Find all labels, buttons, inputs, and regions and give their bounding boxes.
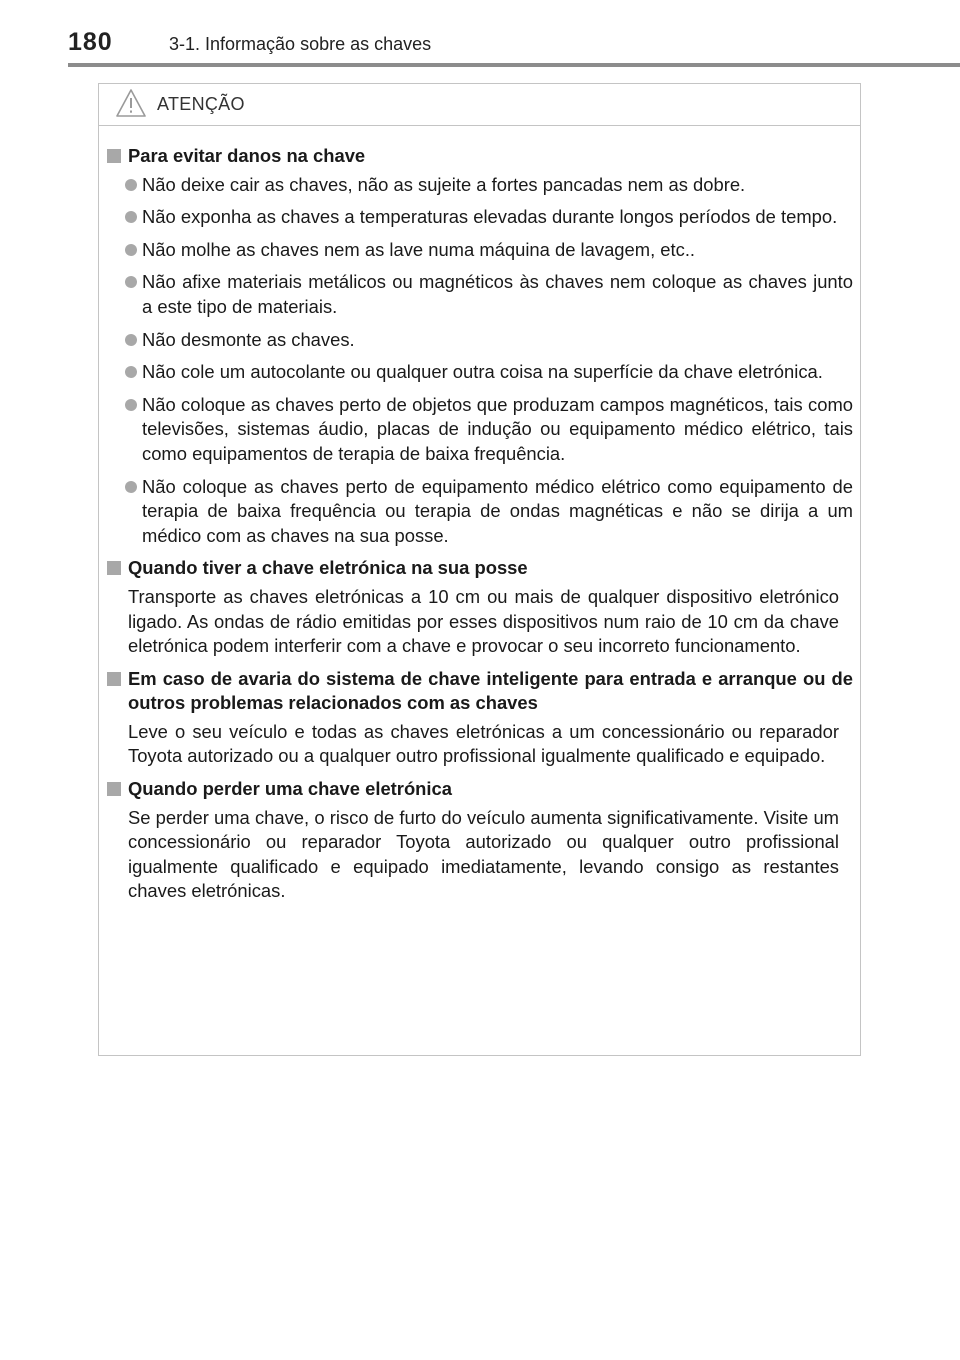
list-item <box>107 360 853 385</box>
list-item <box>107 393 853 467</box>
section-paragraph: Transporte as chaves eletrónicas a 10 cm ou mais de qualquer dispositivo eletrónico ligado. As ondas de rádio emitidas por esses dispositivos num raio de 10 cm da chave eletrónica podem interferir com a chave e provocar o seu incorreto funcionamento. <box>128 585 839 657</box>
section-heading <box>107 777 853 802</box>
list-item-text: Não deixe cair as chaves, não as sujeite a fortes pancadas nem as dobre. <box>142 173 746 195</box>
warning-header <box>99 84 860 126</box>
round-bullet-icon <box>125 366 137 378</box>
section-lost-key <box>107 777 853 904</box>
section-heading <box>107 667 853 716</box>
list-item-text: Não coloque as chaves perto de objetos que produzam campos magnéticos, tais como televisões, sistemas áudio, placas de indução ou equipamento médico elétrico, tais como equipamentos de terapia de baixa frequência. <box>142 393 853 464</box>
header-rule <box>68 63 960 67</box>
section-heading-text: Em caso de avaria do sistema de chave inteligente para entrada e arranque ou de outros problemas relacionados com as chaves <box>128 667 853 714</box>
section-carrying-key <box>107 556 853 658</box>
section-heading <box>107 144 853 169</box>
list-item-text: Não coloque as chaves perto de equipamento médico elétrico como equipamento de terapia de baixa frequência ou terapia de ondas magnéticas e não se dirija a um médico com as chaves na sua posse. <box>142 475 853 546</box>
square-bullet-icon <box>107 561 121 575</box>
section-avoid-damage <box>107 144 853 548</box>
square-bullet-icon <box>107 149 121 163</box>
list-item <box>107 328 853 353</box>
round-bullet-icon <box>125 399 137 411</box>
section-heading-text: Quando tiver a chave eletrónica na sua posse <box>128 557 528 579</box>
round-bullet-icon <box>125 211 137 223</box>
warning-box <box>98 83 861 1056</box>
list-item-text: Não cole um autocolante ou qualquer outra coisa na superfície da chave eletrónica. <box>142 361 823 383</box>
section-malfunction <box>107 667 853 769</box>
warning-title: ATENÇÃO <box>157 94 245 114</box>
round-bullet-icon <box>125 244 137 256</box>
list-item-text: Não desmonte as chaves. <box>142 328 355 350</box>
section-heading <box>107 556 853 581</box>
section-heading-text: Para evitar danos na chave <box>128 145 366 166</box>
section-paragraph: Leve o seu veículo e todas as chaves eletrónicas a um concessionário ou reparador Toyota autorizado ou a qualquer outro profissional igualmente qualificado e equipado. <box>128 720 839 767</box>
section-paragraph: Se perder uma chave, o risco de furto do veículo aumenta significativamente. Visite um concessionário ou reparador Toyota autorizado ou qualquer outro profissional igualmente qualificado e equipado imediatamente, levando consigo as restantes chaves eletrónicas. <box>128 806 839 902</box>
round-bullet-icon <box>125 276 137 288</box>
page-number: 180 <box>68 28 113 56</box>
list-item-text: Não molhe as chaves nem as lave numa máquina de lavagem, etc.. <box>142 238 696 260</box>
list-item <box>107 270 853 319</box>
round-bullet-icon <box>125 334 137 346</box>
section-title: 3-1. Informação sobre as chaves <box>169 34 432 54</box>
round-bullet-icon <box>125 179 137 191</box>
list-item <box>107 205 853 230</box>
page-header <box>68 28 960 58</box>
warning-triangle-icon <box>115 88 147 118</box>
warning-body <box>99 126 860 904</box>
section-heading-text: Quando perder uma chave eletrónica <box>128 778 452 800</box>
round-bullet-icon <box>125 481 137 493</box>
list-item <box>107 173 853 198</box>
square-bullet-icon <box>107 672 121 686</box>
square-bullet-icon <box>107 782 121 796</box>
list-item <box>107 475 853 549</box>
list-item-text: Não exponha as chaves a temperaturas elevadas durante longos períodos de tempo. <box>142 206 838 228</box>
list-item-text: Não afixe materiais metálicos ou magnéticos às chaves nem coloque as chaves junto a este tipo de materiais. <box>142 271 853 317</box>
list-item <box>107 238 853 263</box>
